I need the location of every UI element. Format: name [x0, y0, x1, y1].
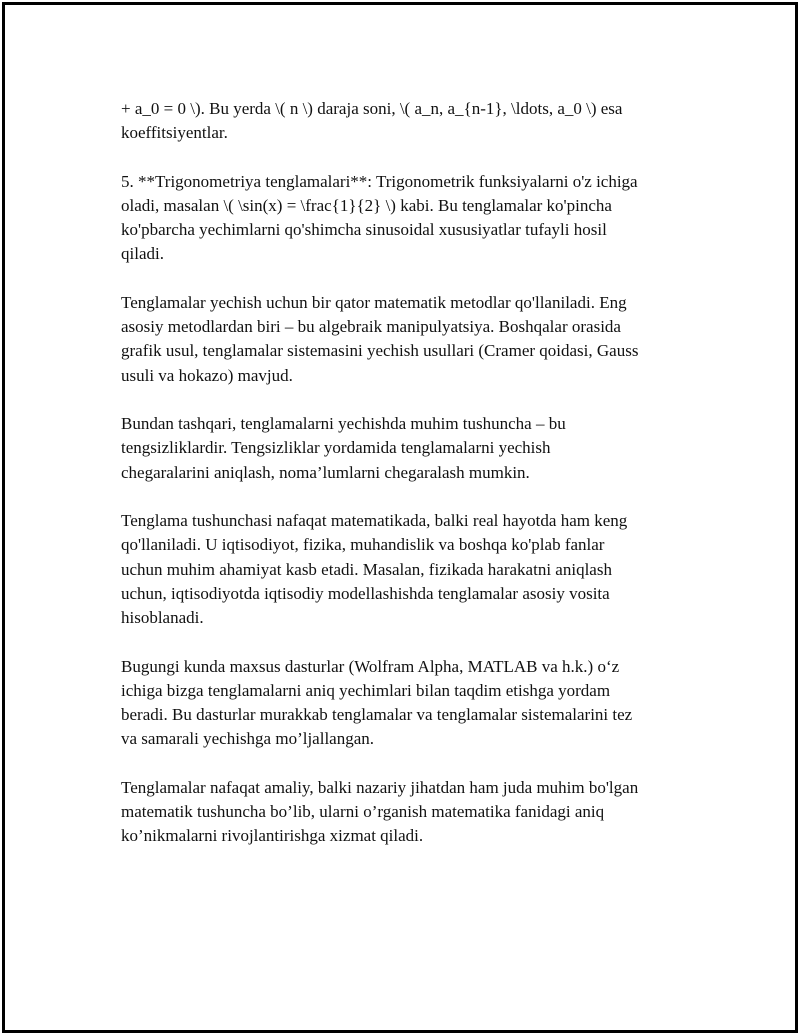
text-line: ichiga bizga tenglamalarni aniq yechimlari bilan taqdim etishga yordam	[121, 680, 611, 700]
document-body	[121, 97, 701, 873]
text-line: grafik usul, tenglamalar sistemasini yechish usullari (Cramer qoidasi, Gauss	[121, 341, 639, 361]
text-line: beradi. Bu dasturlar murakkab tenglamalar va tenglamalar sistemalarini tez	[121, 705, 633, 725]
text-line: koeffitsiyentlar.	[121, 123, 228, 143]
text-line: ko’nikmalarni rivojlantirishga xizmat qiladi.	[121, 826, 424, 846]
paragraph-trigonometric-equations	[121, 170, 701, 267]
text-line: Tenglama tushunchasi nafaqat matematikada, balki real hayotda ham keng	[121, 511, 628, 531]
page-frame	[2, 2, 798, 1033]
text-line: ko'pbarcha yechimlarni qo'shimcha sinusoidal xususiyatlar tufayli hosil	[121, 220, 607, 240]
paragraph-inequalities	[121, 412, 701, 485]
text-line: hisoblanadi.	[121, 608, 204, 628]
text-line: Bugungi kunda maxsus dasturlar (Wolfram Alpha, MATLAB va h.k.) o‘z	[121, 656, 620, 676]
paragraph-conclusion	[121, 776, 701, 849]
text-line: qo'llaniladi. U iqtisodiyot, fizika, muhandislik va boshqa ko'plab fanlar	[121, 535, 605, 555]
text-line: Tenglamalar yechish uchun bir qator matematik metodlar qo'llaniladi. Eng	[121, 293, 627, 312]
paragraph-solving-methods	[121, 291, 701, 388]
text-line: chegaralarini aniqlash, noma’lumlarni chegaralash mumkin.	[121, 462, 530, 482]
text-line: + a_0 = 0 \). Bu yerda \( n \) daraja soni, \( a_n, a_{n-1}, \ldots, a_0 \) esa	[121, 99, 623, 118]
text-line: 5. **Trigonometriya tenglamalari**: Trigonometrik funksiyalarni o'z ichiga	[121, 171, 638, 191]
text-line: va samarali yechishga mo’ljallangan.	[121, 729, 375, 749]
paragraph-software-tools	[121, 655, 701, 752]
paragraph-equation-continuation	[121, 97, 701, 145]
text-line: oladi, masalan \( \sin(x) = \frac{1}{2} \) kabi. Bu tenglamalar ko'pincha	[121, 196, 612, 215]
text-line: tengsizliklardir. Tengsizliklar yordamida tenglamalarni yechish	[121, 438, 551, 458]
text-line: Tenglamalar nafaqat amaliy, balki nazariy jihatdan ham juda muhim bo'lgan	[121, 777, 639, 797]
paragraph-real-life-usage	[121, 509, 701, 630]
text-line: uchun, iqtisodiyotda iqtisodiy modellashishda tenglamalar asosiy vosita	[121, 583, 610, 603]
text-line: Bundan tashqari, tenglamalarni yechishda muhim tushuncha – bu	[121, 414, 566, 434]
text-line: asosiy metodlardan biri – bu algebraik manipulyatsiya. Boshqalar orasida	[121, 317, 621, 337]
text-line: matematik tushuncha bo’lib, ularni o’rganish matematika fanidagi aniq	[121, 802, 605, 822]
text-line: uchun muhim ahamiyat kasb etadi. Masalan, fizikada harakatni aniqlash	[121, 559, 612, 579]
text-line: usuli va hokazo) mavjud.	[121, 365, 293, 385]
text-line: qiladi.	[121, 244, 164, 264]
